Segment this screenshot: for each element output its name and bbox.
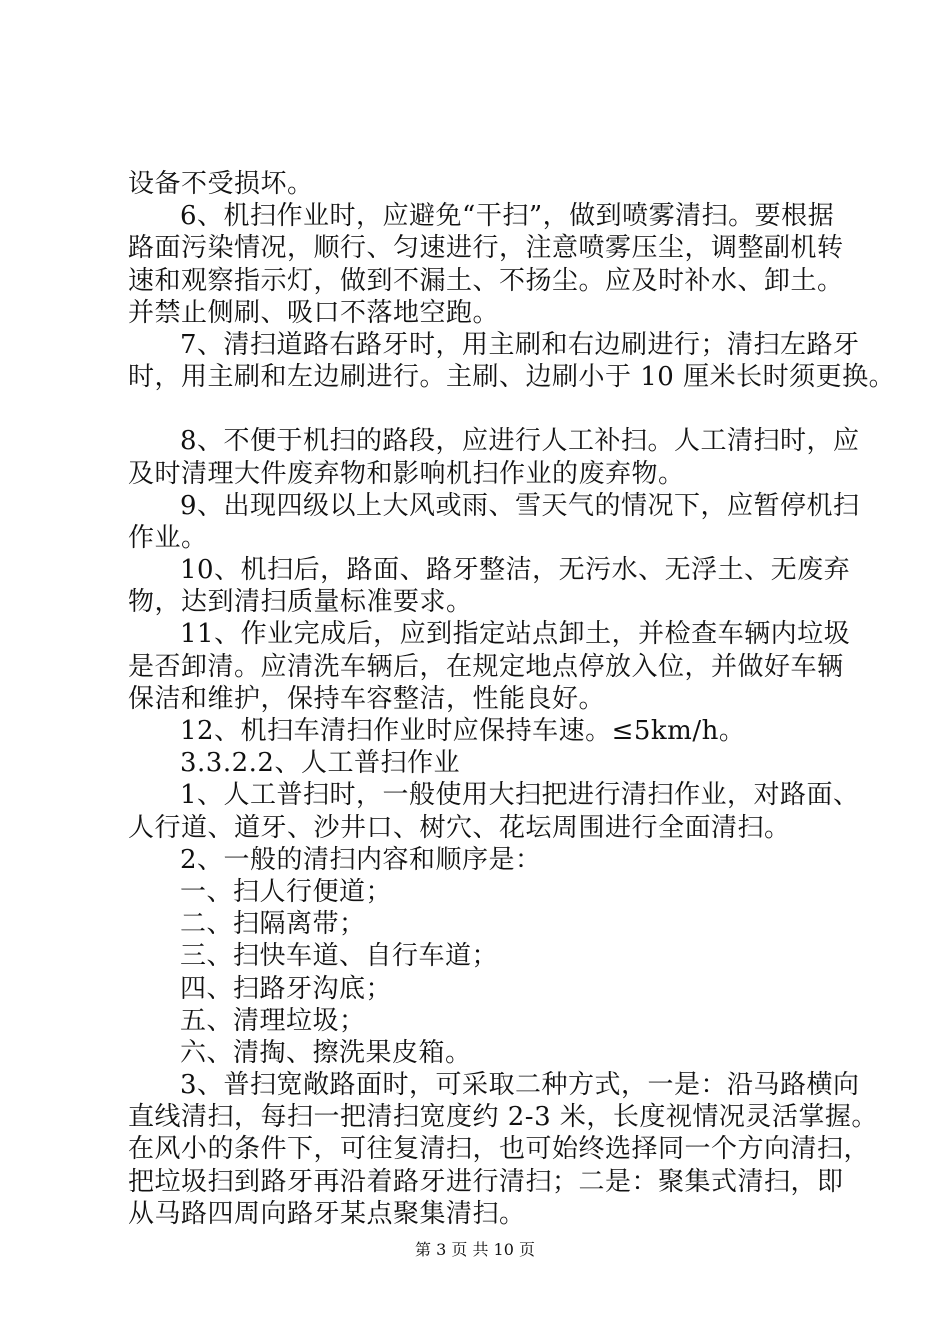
paragraph-11-line: 保洁和维护，保持车容整洁，性能良好。 [128,683,606,714]
paragraph-10-line: 物，达到清扫质量标准要求。 [128,587,473,618]
paragraph-7-line: 时，用主刷和左边刷进行。主刷、边刷小于 10 厘米长时须更换。 [128,362,896,393]
order-list-item: 三、扫快车道、自行车道； [180,941,499,972]
manual-item-1-line: 人行道、道牙、沙井口、树穴、花坛周围进行全面清扫。 [128,812,791,843]
paragraph-11-line: 11、作业完成后，应到指定站点卸土，并检查车辆内垃圾 [180,619,851,650]
text-line: 设备不受损坏。 [128,169,314,199]
paragraph-9-line: 作业。 [128,522,208,553]
order-list-item: 一、扫人行便道； [180,876,393,907]
order-list-item: 六、清掏、擦洗果皮箱。 [180,1037,472,1068]
body-text [128,168,896,1230]
section-heading: 3.3.2.2、人工普扫作业 [180,748,460,779]
page-number-footer: 第 3 页 共 10 页 [415,1240,535,1259]
paragraph-10-line: 10、机扫后，路面、路牙整洁，无污水、无浮土、无废弃 [180,555,851,586]
order-list-item: 二、扫隔离带； [180,909,366,940]
order-list-item: 五、清理垃圾； [180,1005,366,1036]
order-list-item: 四、扫路牙沟底； [180,973,393,1004]
manual-item-3-line: 从马路四周向路牙某点聚集清扫。 [128,1198,526,1229]
paragraph-9-line: 9、出现四级以上大风或雨、雪天气的情况下，应暂停机扫 [180,490,860,521]
paragraph-7-line: 7、清扫道路右路牙时，用主刷和右边刷进行；清扫左路牙 [180,329,860,360]
manual-item-3-line: 直线清扫，每扫一把清扫宽度约 2-3 米，长度视情况灵活掌握。 [128,1102,878,1133]
manual-item-3-line: 在风小的条件下，可往复清扫，也可始终选择同一个方向清扫， [128,1134,871,1165]
paragraph-12-line: 12、机扫车清扫作业时应保持车速。≤5km/h。 [180,716,746,746]
manual-item-2-line: 2、一般的清扫内容和顺序是： [180,844,542,875]
paragraph-6-line: 并禁止侧刷、吸口不落地空跑。 [128,297,500,328]
paragraph-8-line: 8、不便于机扫的路段，应进行人工补扫。人工清扫时，应 [180,426,860,457]
paragraph-6-line: 6、机扫作业时，应避免“干扫”，做到喷雾清扫。要根据 [180,201,835,232]
manual-item-1-line: 1、人工普扫时，一般使用大扫把进行清扫作业，对路面、 [180,780,860,811]
paragraph-gap [128,393,848,425]
paragraph-8-line: 及时清理大件废弃物和影响机扫作业的废弃物。 [128,458,685,489]
manual-item-3-line: 把垃圾扫到路牙再沿着路牙进行清扫；二是：聚集式清扫，即 [128,1166,844,1197]
paragraph-6-line: 速和观察指示灯，做到不漏土、不扬尘。应及时补水、卸土。 [128,265,844,296]
paragraph-6-line: 路面污染情况，顺行、匀速进行，注意喷雾压尘，调整副机转 [128,233,844,264]
manual-item-3-line: 3、普扫宽敞路面时，可采取二种方式，一是：沿马路横向 [180,1070,860,1101]
paragraph-11-line: 是否卸清。应清洗车辆后，在规定地点停放入位，并做好车辆 [128,651,844,682]
